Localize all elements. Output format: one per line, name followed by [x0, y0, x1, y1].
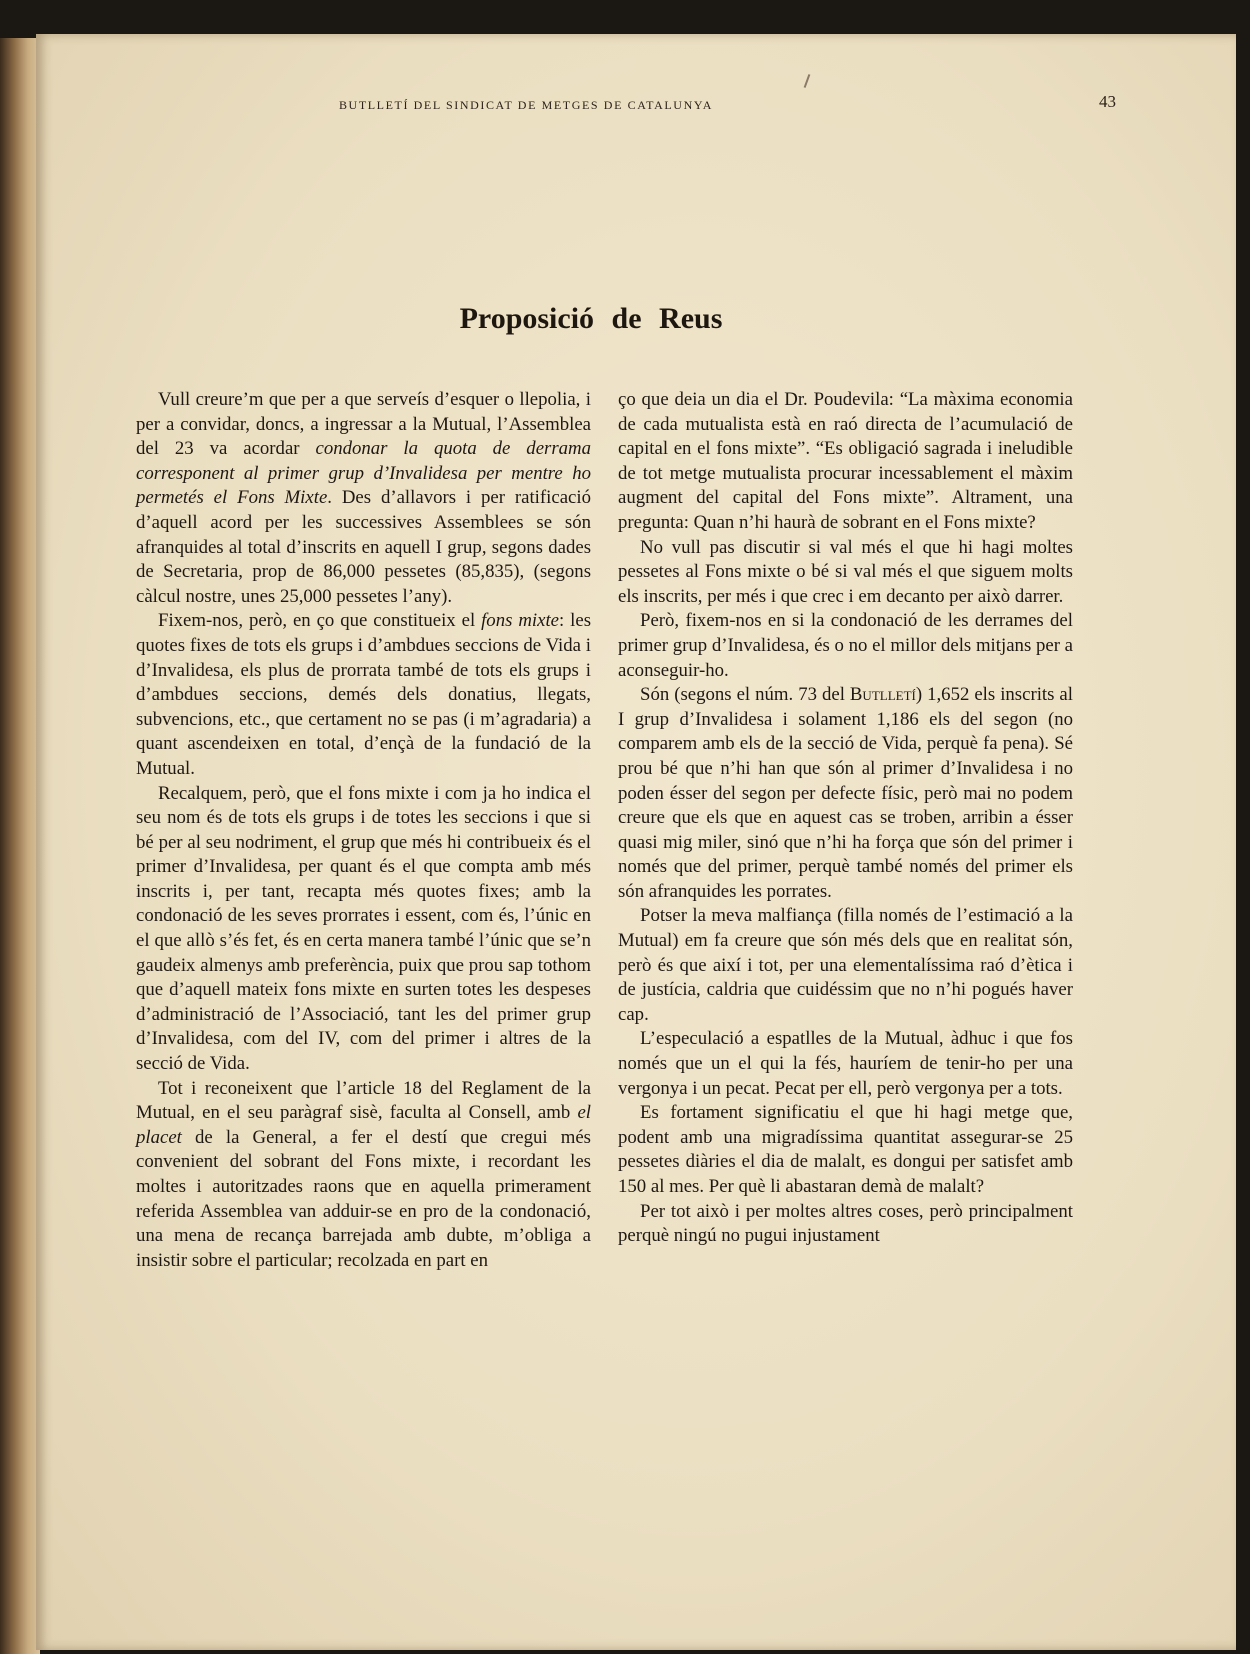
text-run: ço que deia un dia el Dr. Poudevila: “La màxima economia de cada mutualista està en raó directa de l’acumulació de capital en el fons mixte”. “Es obligació sagrada i ineludible de tot metge mutualista procurar incessablement el màxim augment del capital del Fons mixte”. Altrament, una pregunta: Quan n’hi haurà de sobrant en el Fons mixte? — [618, 389, 1073, 533]
paragraph — [618, 388, 1073, 536]
text-run: Es fortament significatiu el que hi hagi metge que, podent amb una migradíssima quantitat assegurar-se 25 pessetes diàries el dia de malalt, es dongui per satisfet amb 150 al mes. Per què li abastaran demà de malalt? — [618, 1102, 1073, 1197]
italic-text: condonar la quota de derrama corresponent al primer grup d’Invalidesa per mentre ho permetés el Fons Mixte — [136, 438, 591, 509]
text-column-right — [618, 388, 1073, 1480]
journal-page — [36, 34, 1236, 1650]
text-run: No vull pas discutir si val més el que hi hagi moltes pessetes al Fons mixte o bé si val més el que siguem molts els inscrits, per més i que crec i em decanto per això darrer. — [618, 536, 1073, 607]
italic-text: el placet — [136, 1102, 591, 1148]
page-number: 43 — [1099, 92, 1116, 111]
paragraph — [618, 609, 1073, 683]
text-run: Tot i reconeixent que l’article 18 del Reglament de la Mutual, en el seu paràgraf sisè, faculta al Consell, amb — [136, 1077, 591, 1124]
paragraph — [618, 1200, 1073, 1249]
paragraph — [618, 683, 1073, 904]
paragraph — [136, 782, 591, 1077]
text-run: . Des d’allavors i per ratificació d’aquell acord per les successives Assemblees se són afranquides al total d’inscrits en aquell I grup, segons dades de Secretaria, prop de 86,000 pessetes (85,835), (segons càlcul nostre, unes 25,000 pessetes l’any). — [136, 487, 591, 607]
text-run: : les quotes fixes de tots els grups i d’ambdues seccions de Vida i d’Invalidesa, els plus de prorrata també de tots els grups i d’ambdues seccions, demés dels donatius, llegats, subvencions, etc., que certament no se pas (i m’agradaria) a quant ascendeixen en total, d’ençà de la fundació de la Mutual. — [136, 610, 592, 779]
text-run: Potser la meva malfiança (filla només de l’estimació a la Mutual) em fa creure que són més dels que en realitat són, però és que així i tot, per una elementalíssima raó d’ètica i de justícia, caldria que cuidéssim que no n’hi pogués haver cap. — [618, 905, 1073, 1025]
book-spine-edge — [0, 38, 40, 1654]
text-run: Per tot això i per moltes altres coses, però principalment perquè ningú no pugui injustament — [618, 1200, 1073, 1247]
small-caps-text: Butlletí — [849, 684, 916, 706]
running-head: BUTLLETÍ DEL SINDICAT DE METGES DE CATALUNYA — [338, 98, 714, 112]
text-run: L’especulació a espatlles de la Mutual, àdhuc i que fos només que un el qui la fés, hauríem de tenir-ho per una vergonya i un pecat. Pecat per ell, però vergonya per a tots. — [618, 1028, 1073, 1099]
text-column-left — [136, 388, 591, 1480]
paragraph — [618, 1101, 1073, 1199]
paragraph — [136, 609, 591, 781]
paragraph — [136, 1077, 591, 1274]
text-run: Són (segons el núm. 73 del — [640, 684, 850, 706]
article-title: Proposició de Reus — [459, 302, 723, 335]
pencil-mark — [804, 74, 811, 88]
italic-text: fons mixte — [481, 610, 559, 632]
text-run: Vull creure’m que per a que serveís d’esquer o llepolia, i per a convidar, doncs, a ingressar a la Mutual, l’Assemblea del 23 va acordar — [136, 389, 591, 460]
paragraph — [618, 1027, 1073, 1101]
text-run: ) 1,652 els inscrits al I grup d’Invalidesa i solament 1,186 els del segon (no comparem amb els de la secció de Vida, perquè fa pena). Sé prou bé que n’hi han que són al primer d’Invalidesa i no poden ésser del segon per defecte físic, però mai no podem creure que els que en aquest cas se troben, arribin a ésser quasi mig miler, sinó que n’hi ha força que són del primer i només que del primer, perquè també només del primer els són afranquides les porrates. — [618, 684, 1073, 902]
paragraph — [136, 388, 591, 609]
text-run: de la General, a fer el destí que cregui més convenient del sobrant del Fons mixte, i recordant les moltes i autoritzades raons que en aquella primerament referida Assemblea van adduir-se en pro de la condonació, una mena de recança barrejada amb dubte, m’obliga a insistir sobre el particular; recolzada en part en — [136, 1126, 591, 1271]
text-run: Fixem-nos, però, en ço que constitueix el — [158, 610, 482, 632]
text-run: Però, fixem-nos en si la condonació de les derrames del primer grup d’Invalidesa, és o no el millor dels mitjans per a aconseguir-ho. — [618, 610, 1073, 681]
text-run: Recalquem, però, que el fons mixte i com ja ho indica el seu nom és de tots els grups i de totes les seccions i que si bé per al seu nodriment, el grup que més hi contribueix és el primer d’Invalidesa, per quant és el que compta amb més inscrits i, per tant, recapta més quotes fixes; amb la condonació de les seves prorrates i essent, com és, l’únic en el que allò s’és fet, és en certa manera també l’únic que se’n gaudeix almenys amb preferència, puix que prou sap tothom que d’aquell mateix fons mixte en surten totes les despeses d’administració de l’Associació, tant les del primer grup d’Invalidesa, com del IV, com del primer i altres de la secció de Vida. — [136, 782, 591, 1075]
paragraph — [618, 536, 1073, 610]
paragraph — [618, 904, 1073, 1027]
